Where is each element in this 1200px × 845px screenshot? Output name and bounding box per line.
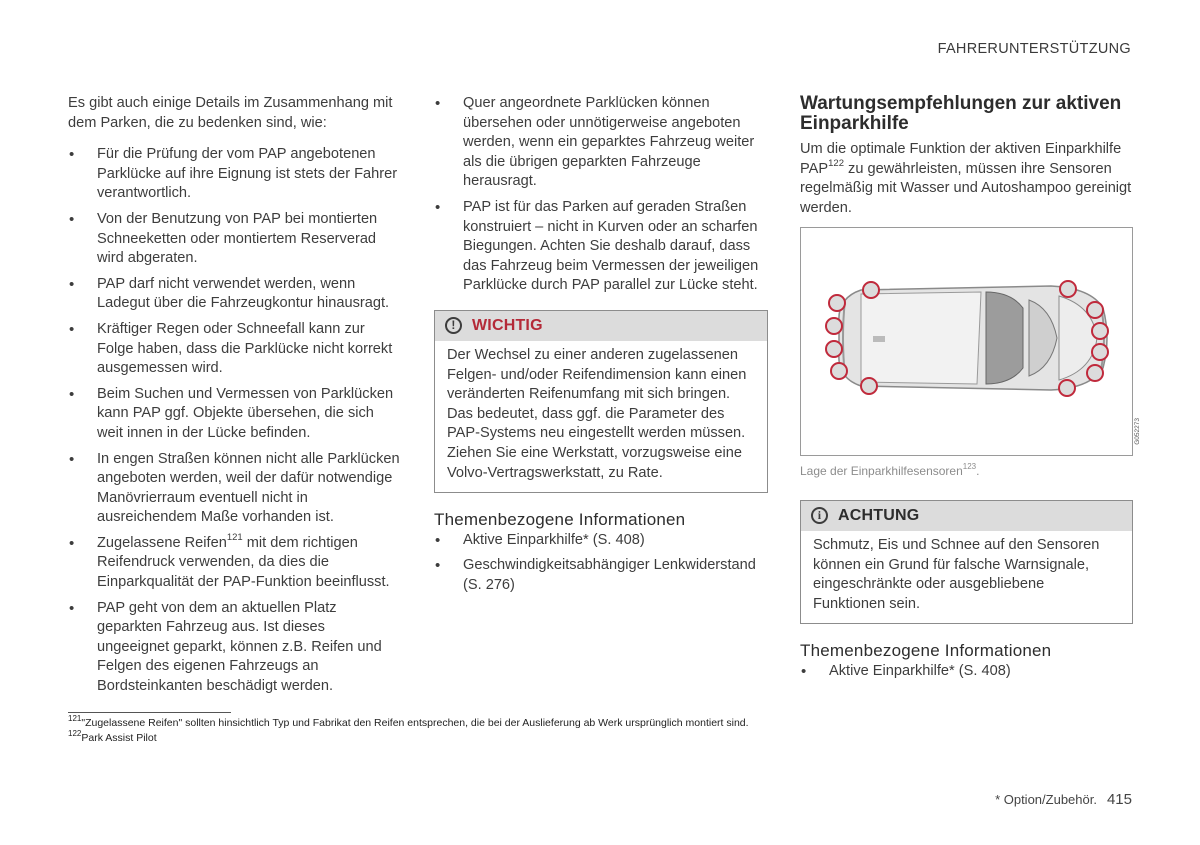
text-span: Um die optimale Funktion der aktiven Einparkhilfe PAP bbox=[800, 141, 1122, 177]
footnote-ref-123: 123 bbox=[962, 462, 977, 472]
footnote-number: 121 bbox=[68, 713, 82, 723]
footnote-ref-122: 122 bbox=[828, 157, 844, 169]
sensor-icon bbox=[1092, 344, 1108, 360]
maintenance-heading: Wartungsempfehlungen zur aktiven Einparkhilfe bbox=[800, 93, 1122, 134]
related-info-list bbox=[800, 662, 1133, 682]
related-link[interactable]: • Geschwindigkeitsabhängiger Lenkwiderstand (S. 276) bbox=[434, 556, 768, 595]
text-span: zu gewährleisten, müssen ihre Sensoren regelmäßig mit Wasser und Autoshampoo gereinigt werden. bbox=[800, 160, 1132, 216]
warning-text: Der Wechsel zu einer anderen zugelassenen Felgen- und/oder Reifendimension kann einen veränderten Reifenumfang mit sich bringen. Das bedeutet, dass ggf. die Parameter des PAP-Systems neu eingestellt werden müssen. Ziehen Sie eine Werkstatt, vorzugsweise eine Volvo-Vertragswerkstatt, zu Rate. bbox=[447, 346, 747, 481]
warning-title: WICHTIG bbox=[472, 317, 543, 335]
list-item: • Für die Prüfung der vom PAP angebotenen Parklücke auf ihre Eignung ist stets der Fahrer verantwortlich. bbox=[68, 145, 400, 204]
list-item: • Von der Benutzung von PAP bei montierten Schneeketten oder montiertem Reserverad wird abgeraten. bbox=[68, 210, 400, 269]
exclamation-icon: ! bbox=[445, 317, 462, 334]
text-span: mit dem richtigen Reifendruck verwenden, da dies die Einparkqualität der PAP-Funktion beeinflusst. bbox=[97, 534, 390, 591]
footnote-text: "Zugelassene Reifen" sollten hinsichtlich Typ und Fabrikat den Reifen entsprechen, die bei der Auslieferung ab Werk ursprünglich montiert sind. bbox=[81, 717, 749, 729]
warning-header bbox=[435, 311, 767, 341]
column-2 bbox=[434, 94, 768, 601]
list-item: • Quer angeordnete Parklücken können übersehen oder unnötigerweise angeboten werden, wenn ein geparktes Fahrzeug weiter als die übrigen geparkten Fahrzeuge herausragt. bbox=[434, 94, 768, 192]
car-icon bbox=[839, 286, 1107, 390]
footnote-121 bbox=[68, 713, 749, 729]
notice-box bbox=[800, 500, 1133, 624]
text-span: Zugelassene Reifen bbox=[97, 534, 227, 551]
sensor-icon bbox=[826, 318, 842, 334]
figure-code: G052273 bbox=[1134, 418, 1141, 446]
footnote-divider bbox=[68, 712, 231, 713]
list-item bbox=[68, 534, 400, 593]
sensor-icon bbox=[831, 363, 847, 379]
footnote-number: 122 bbox=[68, 728, 82, 738]
figure-caption bbox=[800, 462, 1133, 482]
list-item: • Beim Suchen und Vermessen von Parklücken kann PAP ggf. Objekte übersehen, die sich weit innen in der Lücke befinden. bbox=[68, 385, 400, 444]
parking-details-list-cont bbox=[434, 94, 768, 296]
related-info-heading: Themenbezogene Informationen bbox=[434, 510, 686, 530]
list-item: • PAP ist für das Parken auf geraden Straßen konstruiert – nicht in Kurven oder an scharfen Biegungen. Achten Sie deshalb darauf, dass das Fahrzeug beim Vermessen der jeweiligen Parklücke durch PAP parallel zur Lücke steht. bbox=[434, 198, 768, 296]
sensor-icon bbox=[829, 295, 845, 311]
option-note: * Option/Zubehör. bbox=[995, 792, 1097, 807]
notice-text: Schmutz, Eis und Schnee auf den Sensoren können ein Grund für falsche Warnsignale, eingeschränkte oder ausgebliebene Funktionen sein. bbox=[813, 536, 1100, 612]
sensor-icon bbox=[1059, 380, 1075, 396]
related-info-heading: Themenbezogene Informationen bbox=[800, 641, 1052, 661]
sensor-icon bbox=[1092, 323, 1108, 339]
sensor-icon bbox=[1087, 302, 1103, 318]
column-3 bbox=[800, 93, 1141, 688]
footnote-text: Park Assist Pilot bbox=[81, 732, 157, 744]
sensor-location-figure bbox=[800, 227, 1141, 456]
related-link[interactable]: • Aktive Einparkhilfe* (S. 408) bbox=[434, 531, 768, 551]
warning-box bbox=[434, 310, 768, 493]
intro-paragraph: Es gibt auch einige Details im Zusammenhang mit dem Parken, die zu bedenken sind, wie: bbox=[68, 95, 393, 131]
text-span: . bbox=[976, 464, 980, 479]
notice-title: ACHTUNG bbox=[838, 507, 920, 525]
list-item: • Kräftiger Regen oder Schneefall kann zur Folge haben, dass die Parklücke nicht korrekt ausgemessen wird. bbox=[68, 320, 400, 379]
sensor-icon bbox=[863, 282, 879, 298]
page-footer bbox=[995, 791, 1132, 808]
car-top-view-illustration bbox=[801, 228, 1132, 455]
parking-details-list bbox=[68, 145, 400, 696]
text-span: Lage der Einparkhilfesensoren bbox=[800, 464, 963, 479]
footnote-122 bbox=[68, 728, 157, 744]
list-item: • PAP darf nicht verwendet werden, wenn Ladegut über die Fahrzeugkontur hinausragt. bbox=[68, 275, 400, 314]
section-title: FAHRERUNTERSTÜTZUNG bbox=[937, 41, 1131, 57]
related-link[interactable]: • Aktive Einparkhilfe* (S. 408) bbox=[800, 662, 1133, 682]
footnote-ref-121: 121 bbox=[226, 532, 243, 544]
sensor-icon bbox=[1060, 281, 1076, 297]
list-item: • In engen Straßen können nicht alle Parklücken angeboten werden, weil der dafür notwendige Manövrierraum eventuell nicht in ausreichendem Maße vorhanden ist. bbox=[68, 450, 400, 528]
maintenance-intro bbox=[800, 140, 1133, 218]
column-1 bbox=[68, 94, 400, 703]
page-number: 415 bbox=[1106, 791, 1132, 808]
sensor-icon bbox=[861, 378, 877, 394]
notice-header bbox=[801, 501, 1132, 531]
info-icon: i bbox=[811, 507, 828, 524]
list-item: • PAP geht von dem an aktuellen Platz geparkten Fahrzeug aus. Ist dieses ungeeignet geparkt, können z.B. Reifen und Felgen des eigenen Fahrzeugs an Bordsteinkanten beschädigt werden. bbox=[68, 599, 400, 697]
related-info-list bbox=[434, 531, 768, 596]
sensor-icon bbox=[826, 341, 842, 357]
sensor-icon bbox=[1087, 365, 1103, 381]
